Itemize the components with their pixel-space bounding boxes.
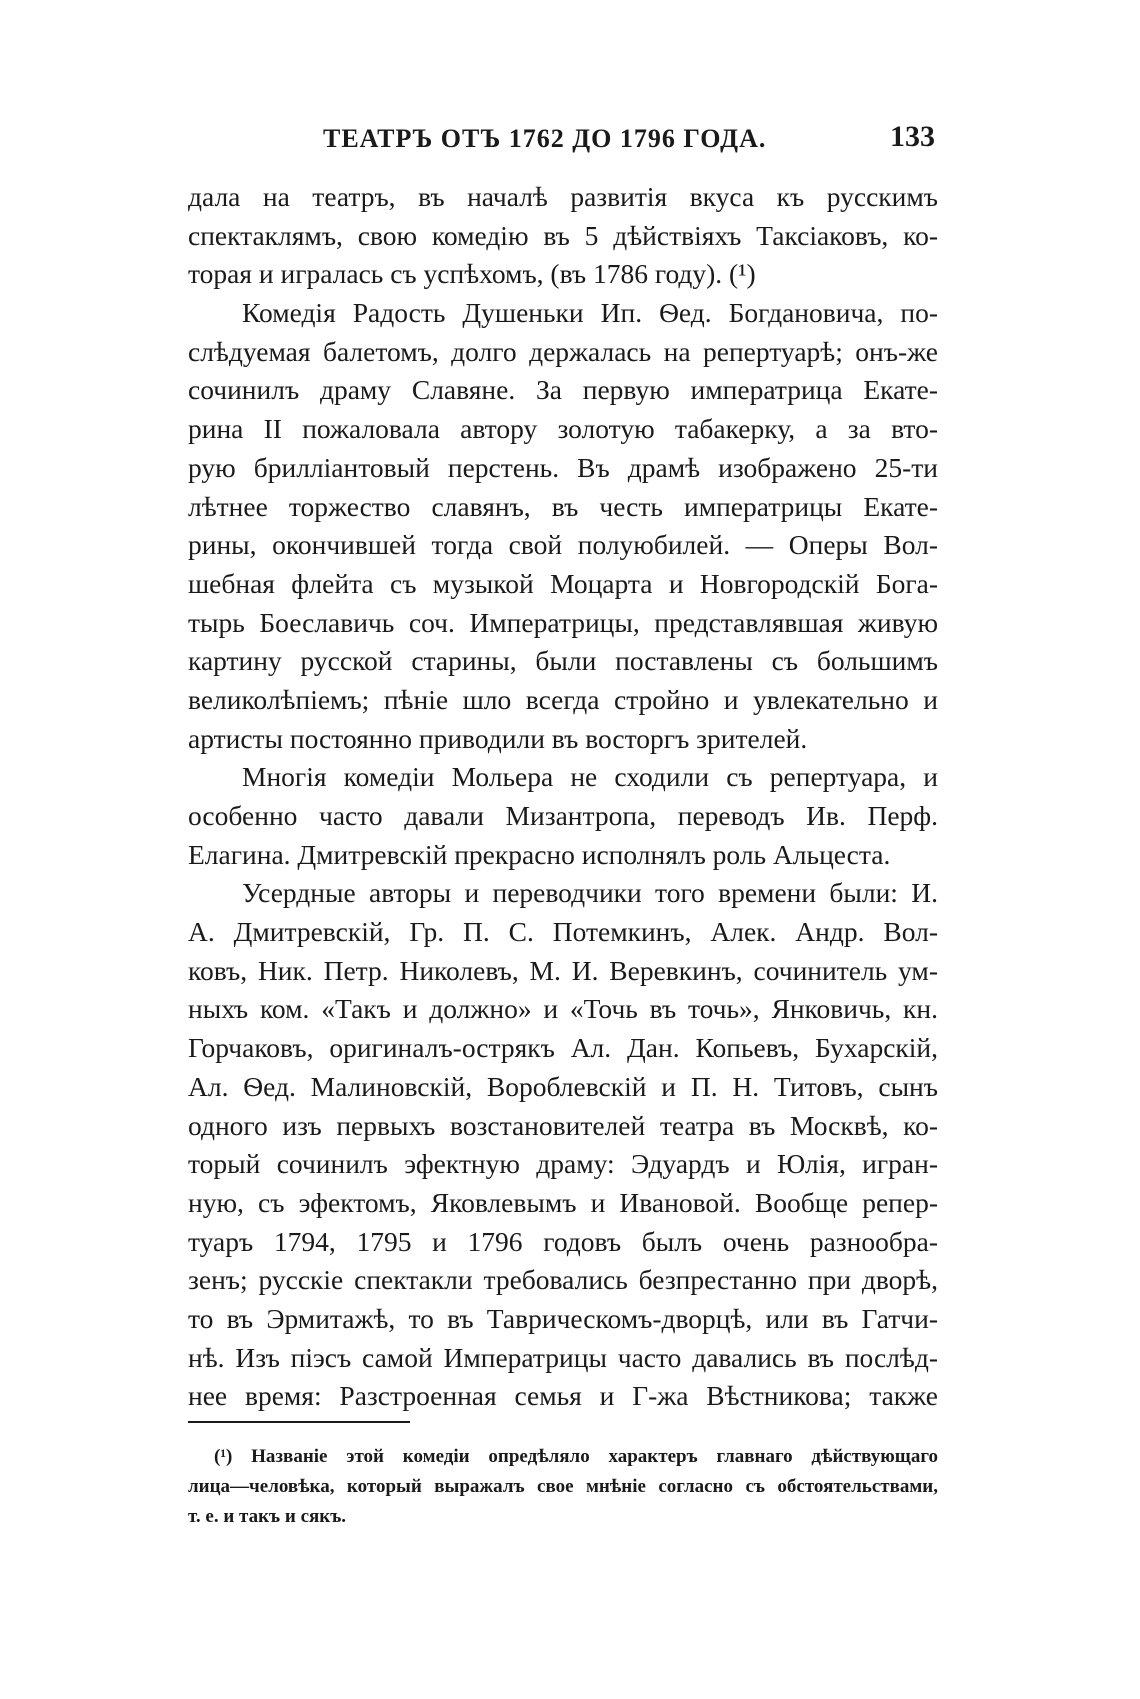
running-head bbox=[195, 120, 935, 160]
text-line: нѣ. Изъ піэсъ самой Императрицы часто давались въ послѣд- bbox=[188, 1341, 938, 1373]
text-line: зенъ; русскіе спектакли требовались безпрестанно при дворѣ, bbox=[188, 1264, 938, 1296]
text-line: лѣтнее торжество славянъ, въ честь императрицы Екате- bbox=[188, 490, 938, 522]
footnote-line: т. е. и такъ и сякъ. bbox=[188, 1506, 347, 1527]
running-title: ТЕАТРЪ ОТЪ 1762 ДО 1796 ГОДА. bbox=[323, 124, 767, 153]
text-line: ныхъ ком. «Такъ и должно» и «Точь въ точь», Янковичь, кн. bbox=[188, 993, 938, 1025]
footnote-rule bbox=[188, 1421, 410, 1423]
text-line: ковъ, Ник. Петр. Николевъ, М. И. Веревкинъ, сочинитель ум- bbox=[188, 954, 938, 986]
text-line: особенно часто давали Мизантропа, переводъ Ив. Перф. bbox=[188, 800, 938, 831]
text-line: дала на театръ, въ началѣ развитія вкуса къ русскимъ bbox=[188, 181, 938, 212]
text-line: туаръ 1794, 1795 и 1796 годовъ былъ очень разнообра- bbox=[188, 1225, 938, 1257]
footnote-line: (¹) Названіе этой комедіи опредѣляло характеръ главнаго дѣйствующаго bbox=[214, 1446, 938, 1467]
text-line: ную, съ эфектомъ, Яковлевымъ и Ивановой. Вообще репер- bbox=[188, 1186, 938, 1218]
text-line: картину русской старины, были поставлены съ большимъ bbox=[188, 645, 938, 677]
text-line: торая и игралась съ успѣхомъ, (въ 1786 году). (¹) bbox=[188, 258, 756, 290]
text-line: одного изъ первыхъ возстановителей театра въ Москвѣ, ко- bbox=[188, 1109, 938, 1141]
footnote bbox=[188, 1442, 938, 1532]
text-line: Усердные авторы и переводчики того времени были: И. bbox=[242, 877, 938, 909]
page-number: 133 bbox=[890, 120, 935, 153]
text-line: слѣдуемая балетомъ, долго держалась на репертуарѣ; онъ-же bbox=[188, 335, 938, 367]
text-line: то въ Эрмитажѣ, то въ Таврическомъ-дворцѣ, или въ Гатчи- bbox=[188, 1302, 938, 1334]
text-line: рую бриллiантовый перстень. Въ драмѣ изображено 25-ти bbox=[188, 451, 938, 483]
text-line: сочинилъ драму Славяне. За первую императрица Екате- bbox=[188, 374, 938, 406]
text-line: Елагина. Дмитревскій прекрасно исполнялъ роль Альцеста. bbox=[188, 838, 891, 870]
text-line: Горчаковъ, оригиналъ-острякъ Ал. Дан. Копьевъ, Бухарскій, bbox=[188, 1032, 938, 1064]
text-line: Многія комедіи Мольера не сходили съ репертуара, и bbox=[242, 761, 938, 793]
text-line: торый сочинилъ эфектную драму: Эдуардъ и Юлія, игран- bbox=[188, 1148, 938, 1180]
text-line: артисты постоянно приводили въ восторгъ зрителей. bbox=[188, 722, 808, 754]
text-line: шебная флейта съ музыкой Моцарта и Новгородскій Бога- bbox=[188, 567, 938, 599]
text-line: Ал. Ѳед. Малиновскій, Вороблевскій и П. Н. Титовъ, сынъ bbox=[188, 1070, 938, 1102]
text-line: рина II пожаловала автору золотую табакерку, а за вто- bbox=[188, 413, 938, 445]
text-line: тырь Боеславичь соч. Императрицы, представлявшая живую bbox=[188, 606, 938, 638]
text-line: рины, окончившей тогда свой полуюбилей. — Оперы Вол- bbox=[188, 529, 938, 561]
body-text bbox=[188, 178, 938, 1416]
text-line: великолѣпіемъ; пѣніе шло всегда стройно и увлекательно и bbox=[188, 683, 938, 715]
text-line: А. Дмитревскій, Гр. П. С. Потемкинъ, Алек. Андр. Вол- bbox=[188, 916, 938, 948]
footnote-line: лица—человѣка, который выражалъ свое мнѣніе согласно съ обстоятельствами, bbox=[188, 1476, 938, 1497]
text-line: Комедія Радость Душеньки Ип. Ѳед. Богдановича, по- bbox=[242, 297, 938, 329]
text-line: спектаклямъ, свою комедію въ 5 дѣйствіяхъ Таксіаковъ, ко- bbox=[188, 219, 938, 251]
text-line: нее время: Разстроенная семья и Г-жа Вѣстникова; также bbox=[188, 1380, 938, 1412]
